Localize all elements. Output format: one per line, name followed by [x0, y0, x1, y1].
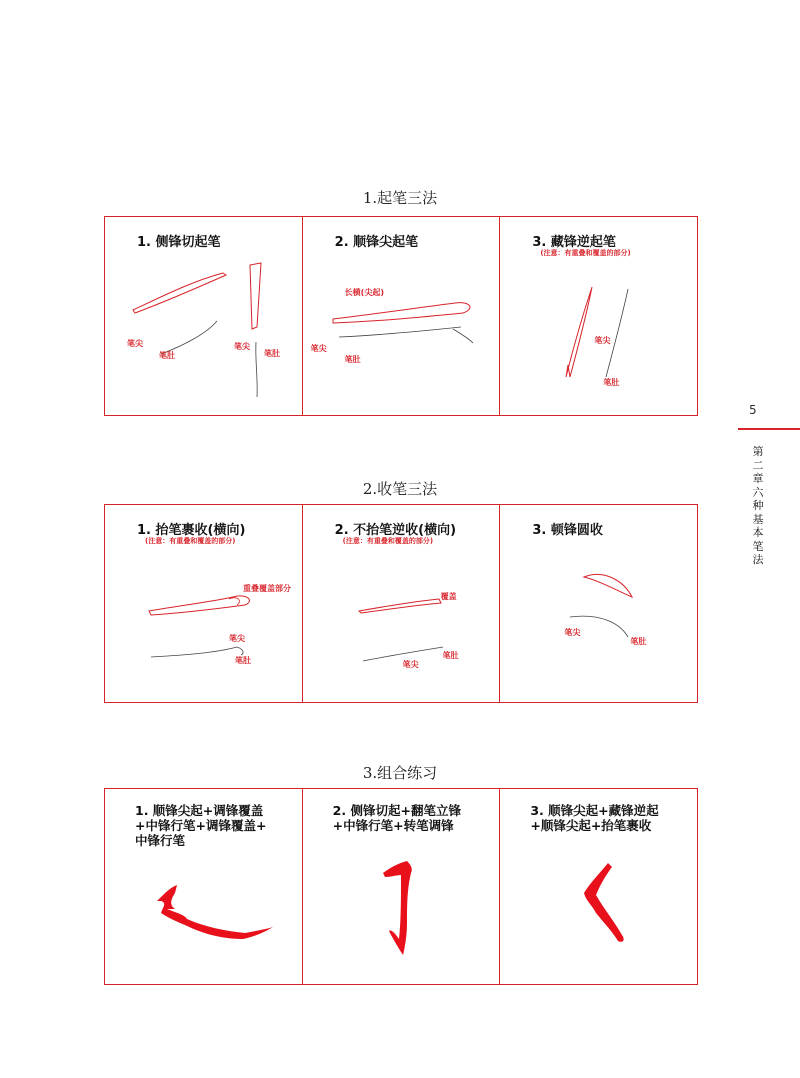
panel-caption: 1. 侧锋切起笔: [137, 235, 221, 250]
brush-stroke: [303, 789, 501, 984]
label-tip: 笔尖: [127, 339, 143, 348]
panel-combo-3: [500, 789, 697, 984]
label-belly: 笔肚: [159, 351, 175, 360]
panel-caption: 2. 顺锋尖起笔: [334, 235, 419, 250]
chapter-title: 第二章 六种基本笔法: [752, 445, 764, 566]
brush-stroke: [500, 789, 696, 984]
panel-caption: 2. 不抬笔逆收(横向): [334, 523, 457, 538]
label-belly: 笔肚: [442, 651, 459, 660]
panel-caption: 3. 顺锋尖起+藏锋逆起 +顺锋尖起+抬笔裹收: [530, 803, 659, 833]
label-belly: 笔肚: [264, 349, 280, 358]
brush-diagram: [303, 217, 501, 415]
panel-side-cut-start: [105, 217, 303, 415]
section-title-1: 1.起笔三法: [362, 189, 438, 207]
section-title-3: 3.组合练习: [362, 764, 438, 782]
panel-row-combination: [104, 788, 698, 985]
label-cover: 覆盖: [440, 592, 457, 601]
label-tip: 笔尖: [564, 628, 581, 637]
label-belly: 笔肚: [344, 355, 361, 364]
panel-row-end-strokes: [104, 504, 698, 703]
brush-stroke: [105, 789, 303, 984]
panel-caption: 2. 侧锋切起+翻笔立锋 +中锋行笔+转笔调锋: [332, 803, 461, 833]
panel-combo-2: [303, 789, 501, 984]
panel-hidden-reverse-start: [500, 217, 697, 415]
brush-diagram: [500, 217, 696, 415]
sidebar-divider: [738, 428, 800, 430]
brush-diagram: [105, 217, 303, 415]
page-number: 5: [749, 403, 757, 417]
label-overlap: 重叠覆盖部分: [243, 584, 291, 593]
label-belly: 笔肚: [630, 637, 647, 646]
label-long-horizontal: 长横(尖起): [344, 288, 384, 297]
panel-reverse-end: [303, 505, 501, 702]
panel-pointed-start: [303, 217, 501, 415]
panel-lift-wrap-end: [105, 505, 303, 702]
panel-caption: 1. 顺锋尖起+调锋覆盖 +中锋行笔+调锋覆盖+ 中锋行笔: [135, 803, 267, 848]
panel-row-start-strokes: [104, 216, 698, 416]
panel-combo-1: [105, 789, 303, 984]
label-tip: 笔尖: [402, 660, 419, 669]
panel-caption: 3. 藏锋逆起笔: [532, 235, 616, 250]
label-tip: 笔尖: [594, 336, 611, 345]
section-title-2: 2.收笔三法: [362, 480, 438, 498]
label-belly: 笔肚: [235, 656, 251, 665]
panel-round-end: [500, 505, 697, 702]
brush-diagram: [105, 505, 303, 702]
label-belly: 笔肚: [603, 378, 620, 387]
brush-diagram: [500, 505, 696, 702]
panel-note: (注意：有重叠和覆盖的部分): [342, 537, 434, 545]
panel-note: (注意：有重叠和覆盖的部分): [145, 537, 236, 545]
label-tip: 笔尖: [234, 342, 250, 351]
panel-caption: 3. 顿锋圆收: [532, 523, 603, 538]
panel-note: (注意：有重叠和覆盖的部分): [540, 249, 631, 257]
panel-caption: 1. 抬笔裹收(横向): [137, 523, 246, 538]
brush-diagram: [303, 505, 501, 702]
label-tip: 笔尖: [310, 344, 327, 353]
label-tip: 笔尖: [229, 634, 245, 643]
